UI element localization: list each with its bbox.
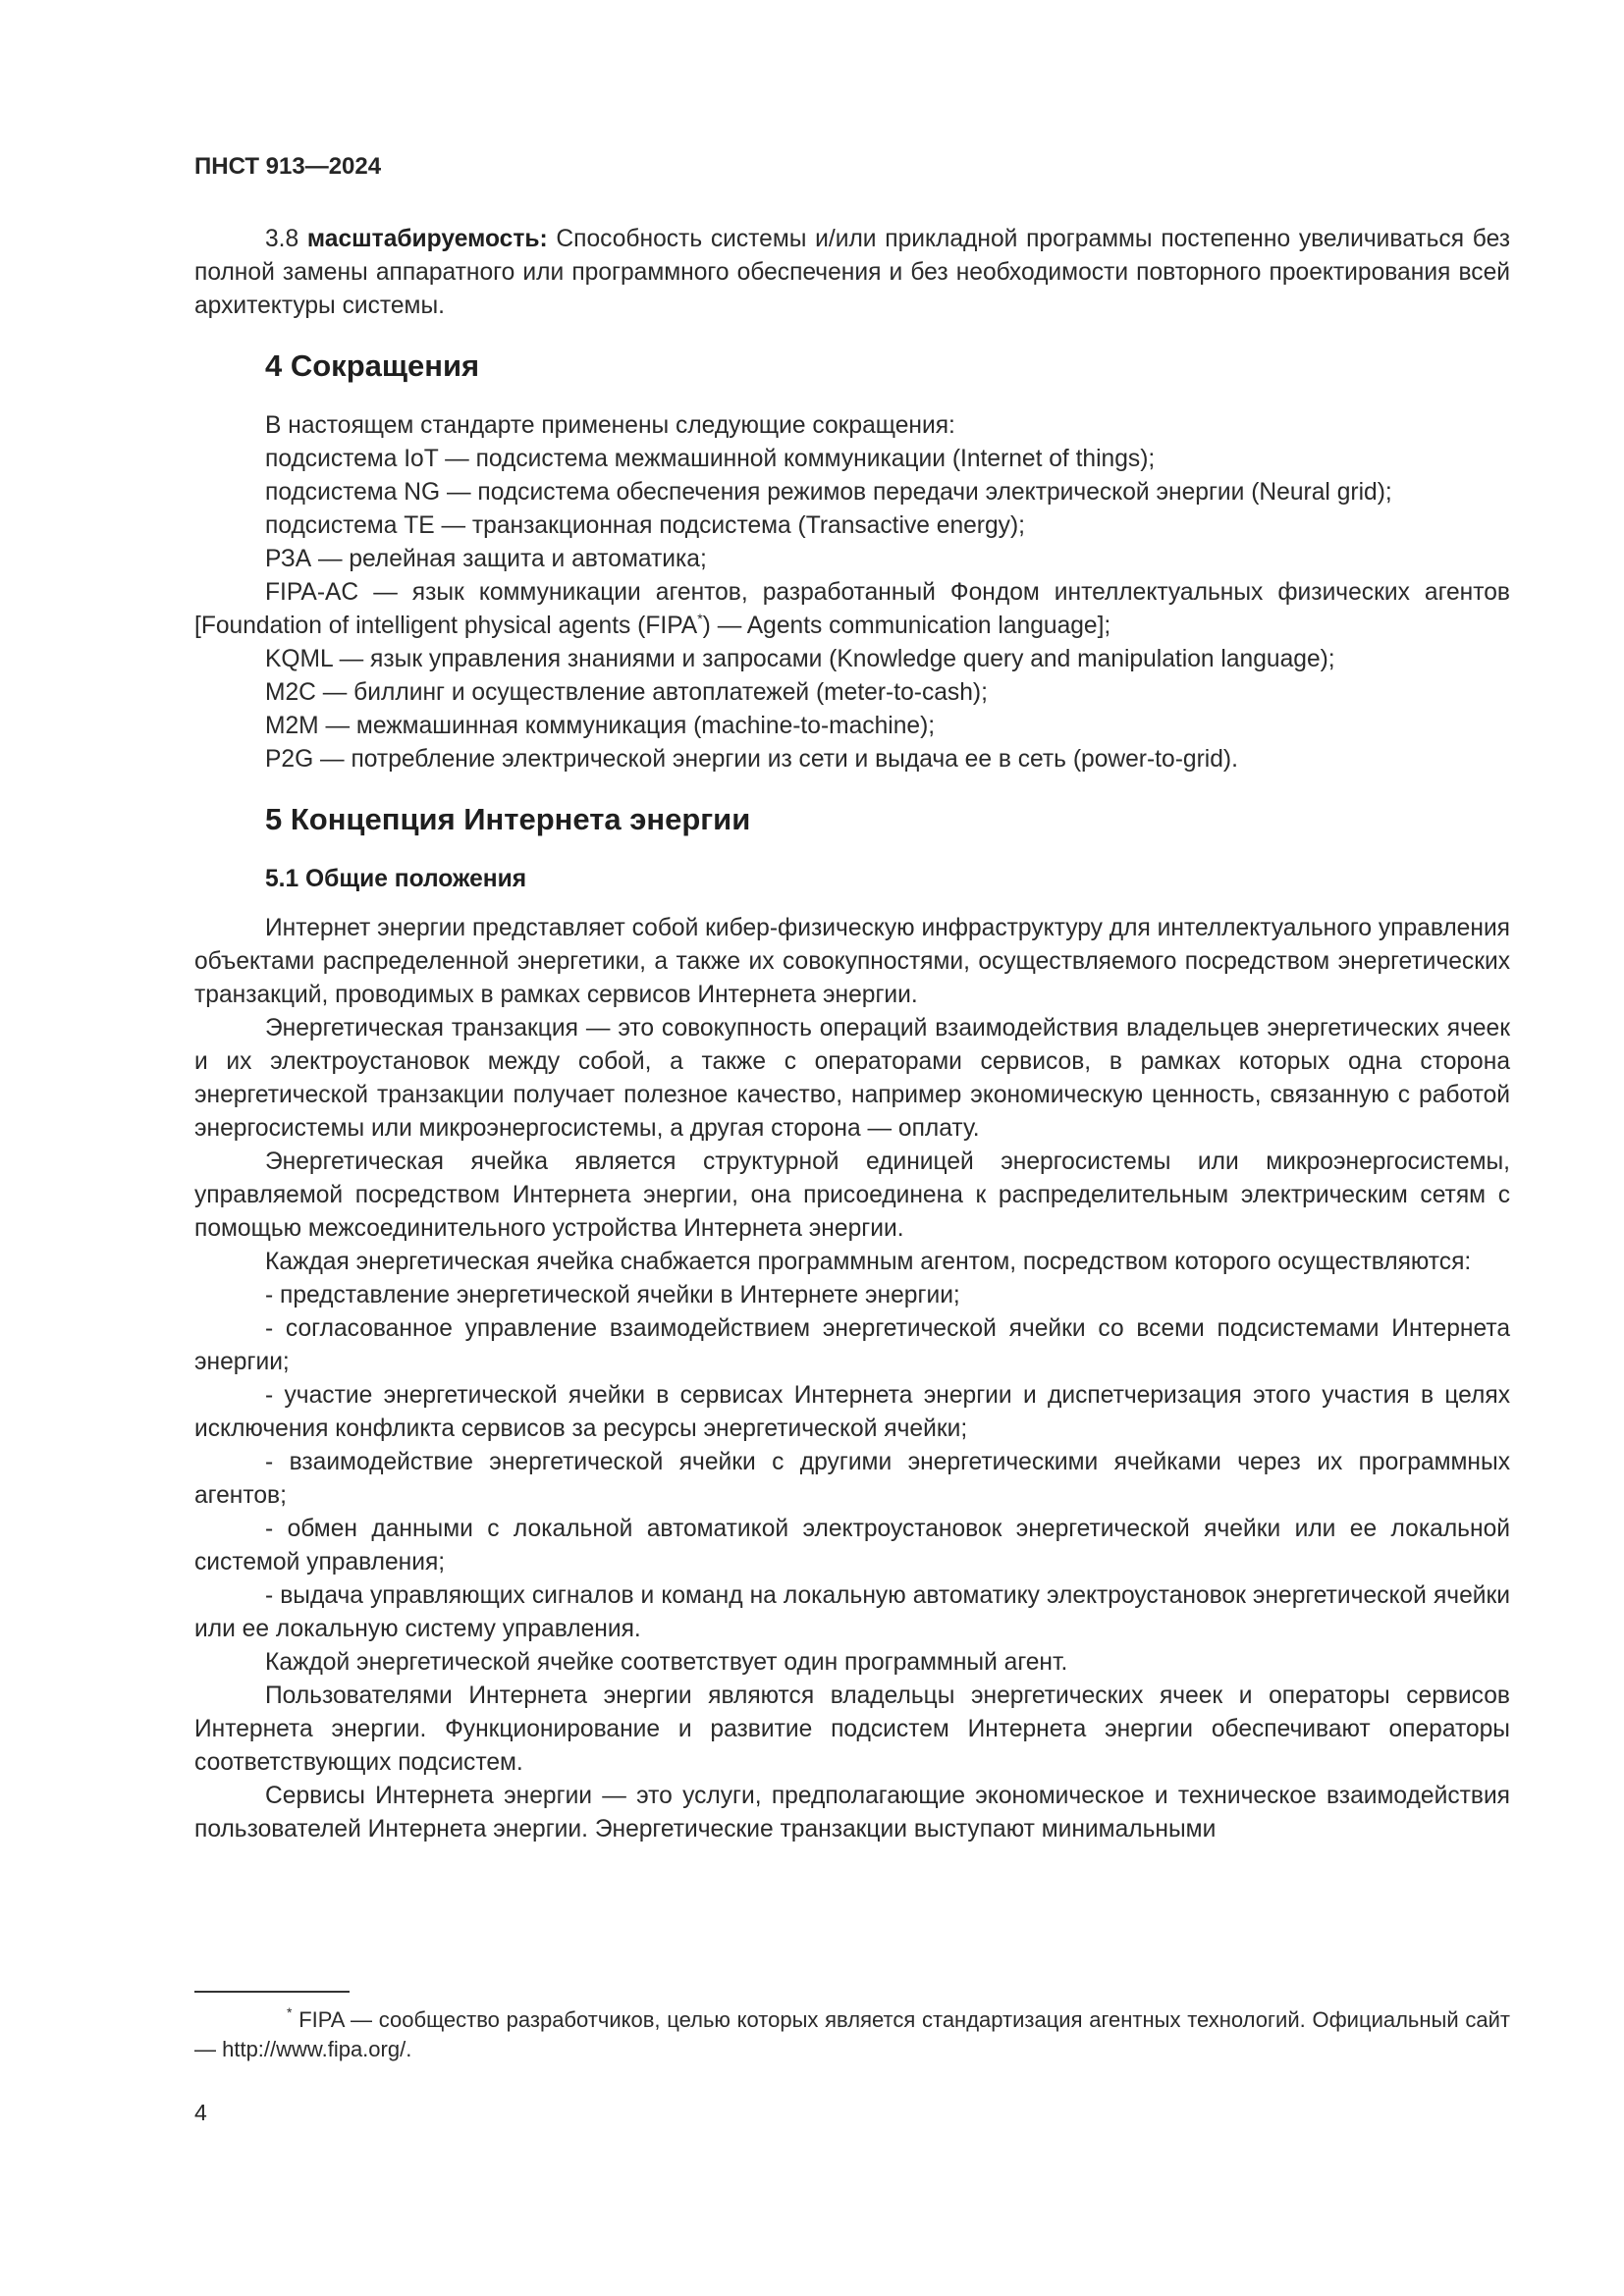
- list-item: - выдача управляющих сигналов и команд на локальную автоматику электроустановок энергетической ячейки или ее локальную систему управления.: [194, 1582, 1510, 1642]
- body-paragraph: Пользователями Интернета энергии являются владельцы энергетических ячеек и операторы сервисов Интернета энергии. Функционирование и развитие подсистем Интернета энергии обеспечивают операторы соответствующих подсистем.: [194, 1682, 1510, 1776]
- footnote-divider: [194, 1991, 350, 1993]
- term-definition: Способность системы и/или прикладной программы постепенно увеличиваться без полной замены аппаратного или программного обеспечения и без необходимости повторного проектирования всей архитектуры системы.: [194, 226, 1510, 319]
- subsection-5-1-heading: 5.1 Общие положения: [265, 866, 527, 892]
- abbreviations-intro: В настоящем стандарте применены следующие сокращения:: [265, 412, 955, 439]
- section-5-heading: 5 Концепция Интернета энергии: [265, 802, 751, 836]
- abbreviation-item: РЗА — релейная защита и автоматика;: [265, 546, 707, 572]
- body-paragraph: Энергетическая ячейка является структурной единицей энергосистемы или микроэнергосистемы, управляемой посредством Интернета энергии, она присоединена к распределительным электрическим сетям с помощью межсоединительного устройства Интернета энергии.: [194, 1148, 1510, 1242]
- abbreviation-item-fipa: FIPA-AC — язык коммуникации агентов, разработанный Фондом интеллектуальных физических агентов [Foundation of intelligent physical agents (FIPA*) — Agents communication language];: [194, 579, 1510, 639]
- term-name: масштабируемость:: [306, 226, 548, 252]
- abbreviation-item: M2M — межмашинная коммуникация (machine-to-machine);: [265, 713, 936, 739]
- abbreviation-item: KQML — язык управления знаниями и запросами (Knowledge query and manipulation language);: [265, 646, 1335, 672]
- term-number: 3.8: [265, 226, 299, 252]
- abbreviation-item: P2G — потребление электрической энергии из сети и выдача ее в сеть (power-to-grid).: [265, 746, 1238, 773]
- list-item: - обмен данными с локальной автоматикой электроустановок энергетической ячейки или ее локальной системой управления;: [194, 1516, 1510, 1575]
- body-paragraph: Энергетическая транзакция — это совокупность операций взаимодействия владельцев энергетических ячеек и их электроустановок между собой, а также с операторами сервисов, в рамках которых одна сторона энергетической транзакции получает полезное качество, например экономическую ценность, связанную с работой энергосистемы или микроэнергосистемы, а другая сторона — оплату.: [194, 1015, 1510, 1142]
- list-item: - взаимодействие энергетической ячейки с другими энергетическими ячейками через их программных агентов;: [194, 1449, 1510, 1509]
- abbreviation-item: M2C — биллинг и осуществление автоплатежей (meter-to-cash);: [265, 679, 988, 706]
- body-paragraph: Каждая энергетическая ячейка снабжается программным агентом, посредством которого осуществляются:: [265, 1249, 1472, 1275]
- list-item: - участие энергетической ячейки в сервисах Интернета энергии и диспетчеризация этого участия в целях исключения конфликта сервисов за ресурсы энергетической ячейки;: [194, 1382, 1510, 1442]
- footnote-marker: *: [287, 2004, 293, 2020]
- document-code: ПНСТ 913—2024: [194, 153, 382, 180]
- body-paragraph: Сервисы Интернета энергии — это услуги, предполагающие экономическое и техническое взаимодействия пользователей Интернета энергии. Энергетические транзакции выступают минимальными: [194, 1783, 1510, 1842]
- section-4-heading: 4 Сокращения: [265, 348, 480, 383]
- page-content: [194, 223, 1510, 1846]
- footnote-ref[interactable]: *: [697, 611, 703, 626]
- abbreviation-item: подсистема TE — транзакционная подсистема (Transactive energy);: [265, 512, 1025, 539]
- footnote: [194, 2005, 1510, 2064]
- page-number: 4: [194, 2100, 207, 2125]
- body-paragraph: Интернет энергии представляет собой кибер-физическую инфраструктуру для интеллектуального управления объектами распределенной энергетики, а также их совокупностями, осуществляемого посредством энергетических транзакций, проводимых в рамках сервисов Интернета энергии.: [194, 915, 1510, 1008]
- abbreviation-item: подсистема NG — подсистема обеспечения режимов передачи электрической энергии (Neural grid);: [265, 479, 1392, 506]
- term-definition-3-8: [194, 223, 1510, 323]
- abbreviation-item: подсистема IoT — подсистема межмашинной коммуникации (Internet of things);: [265, 446, 1156, 472]
- list-item: - согласованное управление взаимодействием энергетической ячейки со всеми подсистемами Интернета энергии;: [194, 1315, 1510, 1375]
- footnote-text: FIPA — сообщество разработчиков, целью которых является стандартизация агентных технологий. Официальный сайт — http://www.fipa.org/.: [194, 2007, 1510, 2061]
- list-item: - представление энергетической ячейки в Интернете энергии;: [265, 1282, 960, 1308]
- body-paragraph: Каждой энергетической ячейке соответствует один программный агент.: [265, 1649, 1068, 1676]
